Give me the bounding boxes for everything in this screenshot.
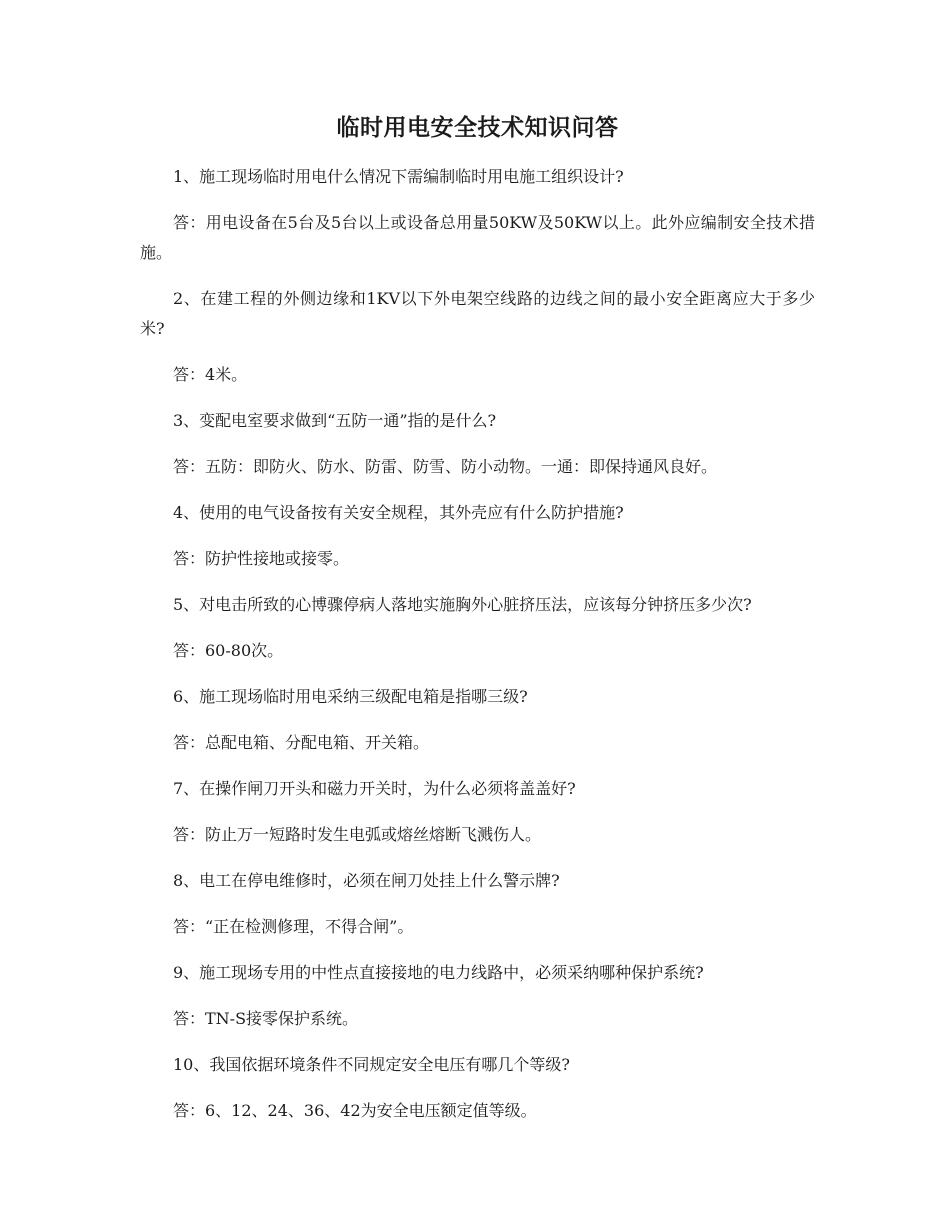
answer-2: 答：4米。 [173, 365, 248, 384]
document-page [140, 112, 815, 1142]
answer-3: 答：五防：即防火、防水、防雷、防雪、防小动物。一通：即保持通风良好。 [173, 457, 718, 476]
answer-6: 答：总配电箱、分配电箱、开关箱。 [173, 733, 430, 752]
answer-8: 答：“正在检测修理，不得合闸”。 [173, 917, 414, 936]
question-5: 5、对电击所致的心博骤停病人落地实施胸外心脏挤压法，应该每分钟挤压多少次? [173, 595, 752, 614]
answer-10: 答：6、12、24、36、42为安全电压额定值等级。 [173, 1101, 537, 1120]
question-6: 6、施工现场临时用电采纳三级配电箱是指哪三级? [173, 687, 528, 706]
question-9: 9、施工现场专用的中性点直接接地的电力线路中，必须采纳哪种保护系统? [173, 963, 704, 982]
question-3: 3、变配电室要求做到“五防一通”指的是什么? [173, 411, 497, 430]
question-2: 2、在建工程的外侧边缘和1KV以下外电架空线路的边线之间的最小安全距离应大于多少米? [140, 289, 815, 338]
answer-7: 答：防止万一短路时发生电弧或熔丝熔断飞溅伤人。 [173, 825, 542, 844]
question-7: 7、在操作闸刀开头和磁力开关时，为什么必须将盖盖好? [173, 779, 576, 798]
document-title: 临时用电安全技术知识问答 [336, 114, 619, 141]
answer-1: 答：用电设备在5台及5台以上或设备总用量50KW及50KW以上。此外应编制安全技术措施。 [140, 213, 815, 262]
question-4: 4、使用的电气设备按有关安全规程，其外壳应有什么防护措施? [173, 503, 624, 522]
answer-9: 答：TN-S接零保护系统。 [173, 1009, 359, 1028]
question-1: 1、施工现场临时用电什么情况下需编制临时用电施工组织设计? [173, 167, 624, 186]
answer-4: 答：防护性接地或接零。 [173, 549, 350, 568]
question-10: 10、我国依据环境条件不同规定安全电压有哪几个等级? [173, 1055, 570, 1074]
answer-5: 答：60-80次。 [173, 641, 284, 660]
question-8: 8、电工在停电维修时，必须在闸刀处挂上什么警示牌? [173, 871, 560, 890]
